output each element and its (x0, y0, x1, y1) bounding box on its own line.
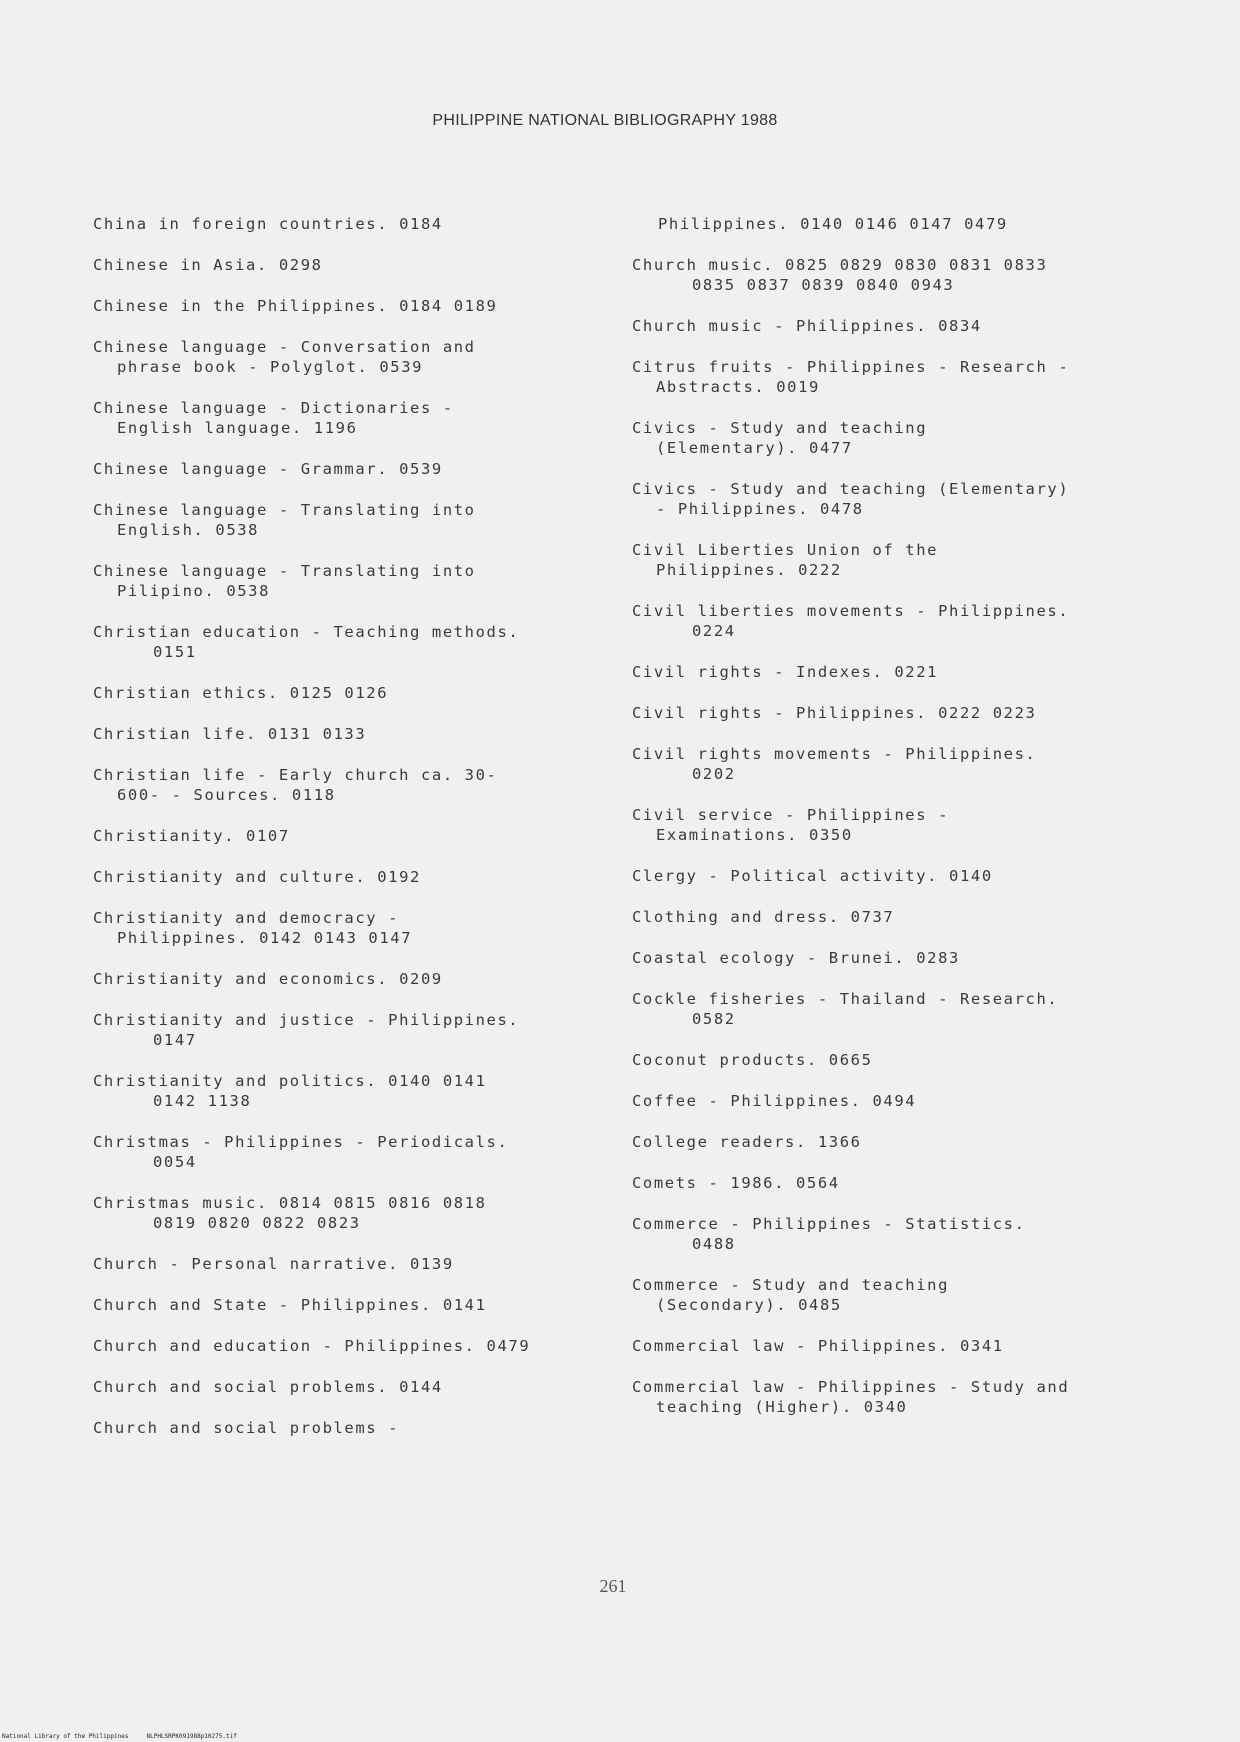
index-entry (632, 479, 1152, 519)
index-entry-heading: Christian ethics. 0125 0126 (93, 684, 389, 702)
index-entry (632, 1377, 1152, 1417)
index-entry-heading: Christian education - Teaching methods. (93, 623, 520, 641)
index-entry-continuation: Pilipino. 0538 (117, 582, 271, 600)
index-entry-continuation: (Secondary). 0485 (656, 1296, 842, 1314)
index-entry (93, 1193, 613, 1233)
index-entry-heading: Commercial law - Philippines. 0341 (632, 1337, 1004, 1355)
index-entry-continuation: English language. 1196 (117, 419, 358, 437)
index-entry (632, 805, 1152, 845)
index-entry-heading: Christianity and culture. 0192 (93, 868, 421, 886)
index-entry (93, 622, 613, 662)
index-entry-heading: Christianity. 0107 (93, 827, 290, 845)
index-entry-heading: Chinese language - Dictionaries - (93, 399, 454, 417)
index-entry (632, 662, 1152, 682)
index-entry-continuation: - Philippines. 0478 (656, 500, 864, 518)
index-entry (93, 1295, 613, 1315)
index-entry-heading: Commerce - Philippines - Statistics. (632, 1215, 1026, 1233)
index-entry-heading: Christianity and justice - Philippines. (93, 1011, 520, 1029)
index-entry-heading: Chinese language - Grammar. 0539 (93, 460, 443, 478)
index-entry (93, 398, 613, 438)
index-entry-continuation: phrase book - Polyglot. 0539 (117, 358, 424, 376)
index-entry-continuation: teaching (Higher). 0340 (656, 1398, 908, 1416)
index-entry (632, 1336, 1152, 1356)
index-entry (632, 744, 1152, 784)
index-entry (93, 1010, 613, 1050)
index-entry-heading: Christian life. 0131 0133 (93, 725, 367, 743)
index-entry-heading: Church and social problems. 0144 (93, 1378, 443, 1396)
index-entry-heading: Civics - Study and teaching (Elementary) (632, 480, 1070, 498)
index-entry-continuation: Examinations. 0350 (656, 826, 853, 844)
index-entry-continuation: 600- - Sources. 0118 (117, 786, 336, 804)
index-entry-heading: Church - Personal narrative. 0139 (93, 1255, 454, 1273)
index-entry-continuation: 0224 (692, 622, 736, 640)
index-entry-heading: Civil rights - Indexes. 0221 (632, 663, 939, 681)
index-entry (93, 296, 613, 316)
index-entry-heading: Civil rights - Philippines. 0222 0223 (632, 704, 1037, 722)
index-entry (93, 255, 613, 275)
index-entry (632, 1173, 1152, 1193)
index-entry (632, 1091, 1152, 1111)
index-entry-continuation: 0488 (692, 1235, 736, 1253)
index-entry (93, 908, 613, 948)
index-entry (632, 1132, 1152, 1152)
index-entry-heading: Christmas - Philippines - Periodicals. (93, 1133, 509, 1151)
index-entry-heading: Chinese in the Philippines. 0184 0189 (93, 297, 498, 315)
index-entry-heading: Civil service - Philippines - (632, 806, 950, 824)
index-entry (93, 969, 613, 989)
index-entry-continuation: 0151 (153, 643, 197, 661)
index-entry (93, 337, 613, 377)
index-entry (93, 1336, 613, 1356)
index-entry-continuation: 0054 (153, 1153, 197, 1171)
index-entry-heading: Civil rights movements - Philippines. (632, 745, 1037, 763)
index-entry-heading: Christianity and democracy - (93, 909, 400, 927)
index-entry (632, 316, 1152, 336)
page-number: 261 (599, 1576, 627, 1596)
index-entry (93, 1377, 613, 1397)
index-entry-heading: Coffee - Philippines. 0494 (632, 1092, 917, 1110)
index-entry (632, 601, 1152, 641)
index-entry-heading: College readers. 1366 (632, 1133, 862, 1151)
index-entry-continuation: 0147 (153, 1031, 197, 1049)
index-entry-heading: Civil liberties movements - Philippines. (632, 602, 1070, 620)
index-entry-continuation: Abstracts. 0019 (656, 378, 820, 396)
index-entry-heading: Church and social problems - (93, 1419, 400, 1437)
index-entry-heading: Citrus fruits - Philippines - Research - (632, 358, 1070, 376)
index-entry-heading: Commercial law - Philippines - Study and (632, 1378, 1070, 1396)
index-entry (93, 1254, 613, 1274)
index-entry-heading: Civics - Study and teaching (632, 419, 928, 437)
index-entry (93, 459, 613, 479)
index-entry-heading: Christianity and economics. 0209 (93, 970, 443, 988)
index-entry-continuation: 0835 0837 0839 0840 0943 (692, 276, 955, 294)
scan-footer-label: National Library of the Philippines NLPHLSRPK091988p10275.tif (2, 1733, 237, 1740)
index-entry (632, 357, 1152, 397)
index-entry-continuation: Philippines. 0222 (656, 561, 842, 579)
index-entry (632, 1050, 1152, 1070)
index-entry (632, 989, 1152, 1029)
index-entry-continuation: 0202 (692, 765, 736, 783)
index-entry-heading: Comets - 1986. 0564 (632, 1174, 840, 1192)
index-entry-continuation: 0819 0820 0822 0823 (153, 1214, 361, 1232)
index-entry-heading: Christmas music. 0814 0815 0816 0818 (93, 1194, 487, 1212)
index-entry-heading: Church and State - Philippines. 0141 (93, 1296, 487, 1314)
index-entry-heading: Coconut products. 0665 (632, 1051, 873, 1069)
index-entry-heading: Clothing and dress. 0737 (632, 908, 895, 926)
index-entry (93, 561, 613, 601)
index-entry (632, 703, 1152, 723)
index-entry-continuation: (Elementary). 0477 (656, 439, 853, 457)
index-entry-heading: Church music - Philippines. 0834 (632, 317, 982, 335)
index-entry (93, 826, 613, 846)
index-entry (93, 1132, 613, 1172)
index-entry-heading: Philippines. 0140 0146 0147 0479 (658, 215, 1008, 233)
index-entry (632, 214, 1152, 234)
index-entry-heading: China in foreign countries. 0184 (93, 215, 443, 233)
index-entry (93, 1071, 613, 1111)
index-entry-heading: Chinese language - Translating into (93, 501, 476, 519)
index-entry (632, 418, 1152, 458)
index-entry-heading: Christianity and politics. 0140 0141 (93, 1072, 487, 1090)
index-entry (93, 214, 613, 234)
index-entry (632, 540, 1152, 580)
index-entry (632, 866, 1152, 886)
index-entry-heading: Chinese in Asia. 0298 (93, 256, 323, 274)
index-entry (93, 683, 613, 703)
index-entry (632, 1214, 1152, 1254)
index-entry (93, 867, 613, 887)
index-entry-heading: Cockle fisheries - Thailand - Research. (632, 990, 1059, 1008)
index-entry-heading: Church and education - Philippines. 0479 (93, 1337, 531, 1355)
left-index-column (93, 214, 613, 1459)
index-entry-heading: Clergy - Political activity. 0140 (632, 867, 993, 885)
right-index-column (632, 214, 1152, 1438)
index-entry (93, 765, 613, 805)
index-entry-heading: Civil Liberties Union of the (632, 541, 939, 559)
index-entry-heading: Church music. 0825 0829 0830 0831 0833 (632, 256, 1048, 274)
index-entry-heading: Chinese language - Translating into (93, 562, 476, 580)
index-entry (632, 255, 1152, 295)
index-entry-heading: Christian life - Early church ca. 30- (93, 766, 498, 784)
index-entry-heading: Commerce - Study and teaching (632, 1276, 950, 1294)
index-entry (632, 907, 1152, 927)
index-entry (93, 1418, 613, 1438)
page-header-title: PHILIPPINE NATIONAL BIBLIOGRAPHY 1988 (432, 112, 778, 129)
index-entry-continuation: 0582 (692, 1010, 736, 1028)
index-entry-continuation: English. 0538 (117, 521, 260, 539)
index-entry-heading: Chinese language - Conversation and (93, 338, 476, 356)
index-entry (632, 948, 1152, 968)
index-entry (93, 500, 613, 540)
index-entry (632, 1275, 1152, 1315)
index-entry-continuation: 0142 1138 (153, 1092, 252, 1110)
index-entry-heading: Coastal ecology - Brunei. 0283 (632, 949, 960, 967)
index-entry (93, 724, 613, 744)
index-entry-continuation: Philippines. 0142 0143 0147 (117, 929, 413, 947)
